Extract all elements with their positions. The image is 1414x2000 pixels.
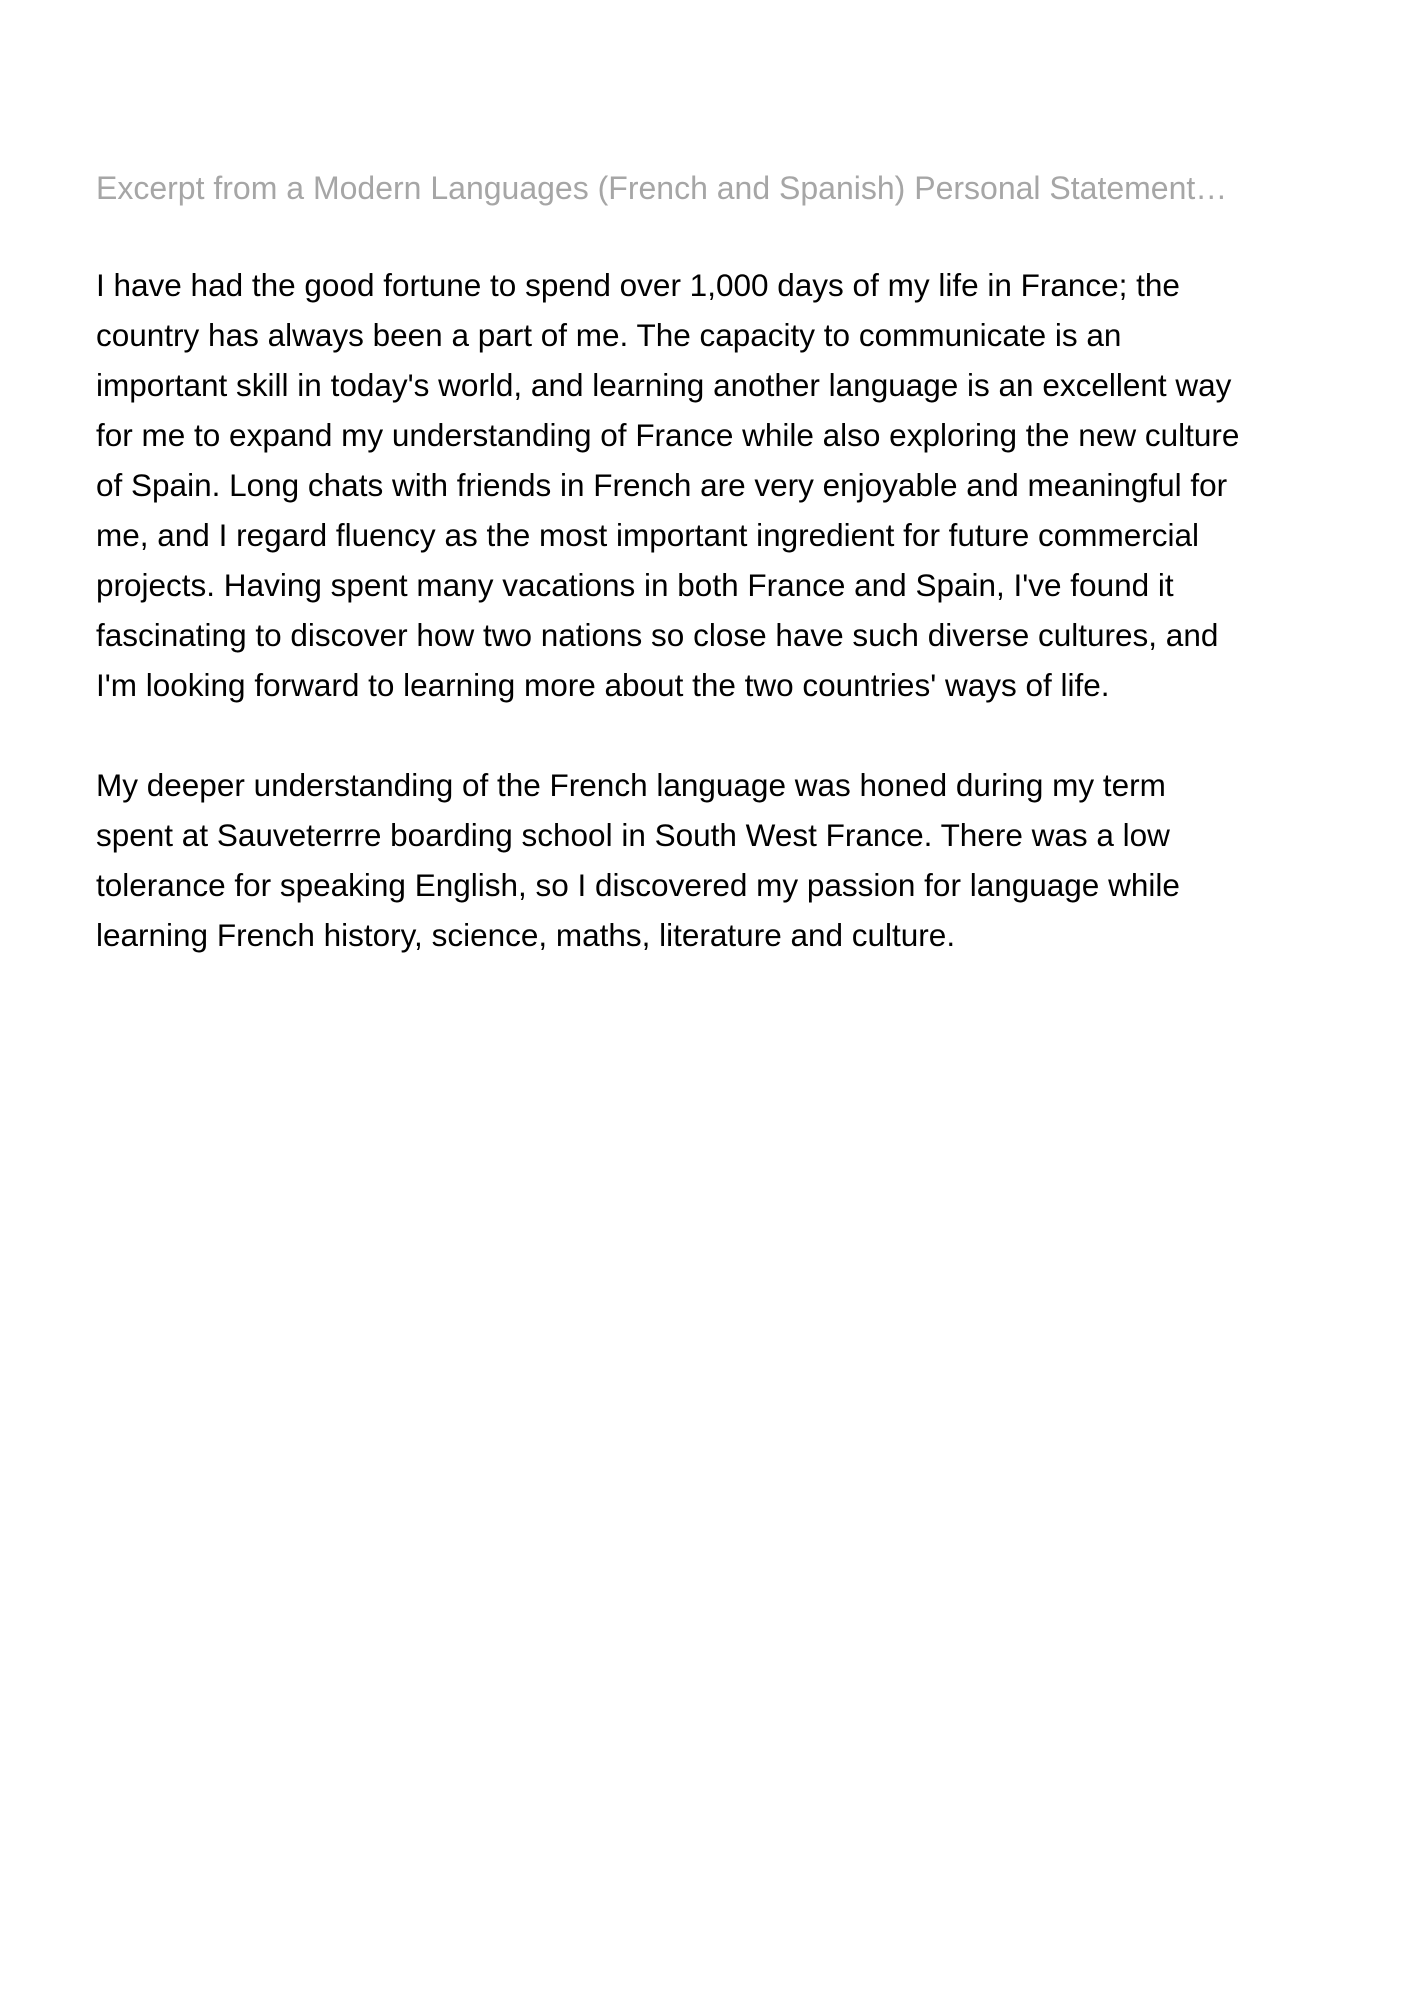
paragraph-line: important skill in today's world, and learning another language is an excellent way [96, 367, 1232, 403]
paragraph-line: tolerance for speaking English, so I discovered my passion for language while [96, 867, 1180, 903]
paragraph-line: country has always been a part of me. The capacity to communicate is an [96, 317, 1122, 353]
paragraph-1 [96, 260, 1346, 710]
paragraph-line: me, and I regard fluency as the most important ingredient for future commercial [96, 517, 1200, 553]
paragraph-2 [96, 760, 1346, 960]
paragraph-line: fascinating to discover how two nations so close have such diverse cultures, and [96, 617, 1219, 653]
paragraph-line: learning French history, science, maths, literature and culture. [96, 917, 956, 953]
paragraph-line: of Spain. Long chats with friends in French are very enjoyable and meaningful for [96, 467, 1228, 503]
excerpt-subtitle: Excerpt from a Modern Languages (French and Spanish) Personal Statement… [96, 170, 1228, 206]
document-content [96, 166, 1346, 960]
paragraph-line: I'm looking forward to learning more about the two countries' ways of life. [96, 667, 1110, 703]
paragraph-line: I have had the good fortune to spend over 1,000 days of my life in France; the [96, 267, 1180, 303]
paragraph-line: spent at Sauveterrre boarding school in South West France. There was a low [96, 817, 1170, 853]
paragraph-line: projects. Having spent many vacations in both France and Spain, I've found it [96, 567, 1174, 603]
paragraph-line: for me to expand my understanding of France while also exploring the new culture [96, 417, 1240, 453]
paragraph-line: My deeper understanding of the French language was honed during my term [96, 767, 1166, 803]
